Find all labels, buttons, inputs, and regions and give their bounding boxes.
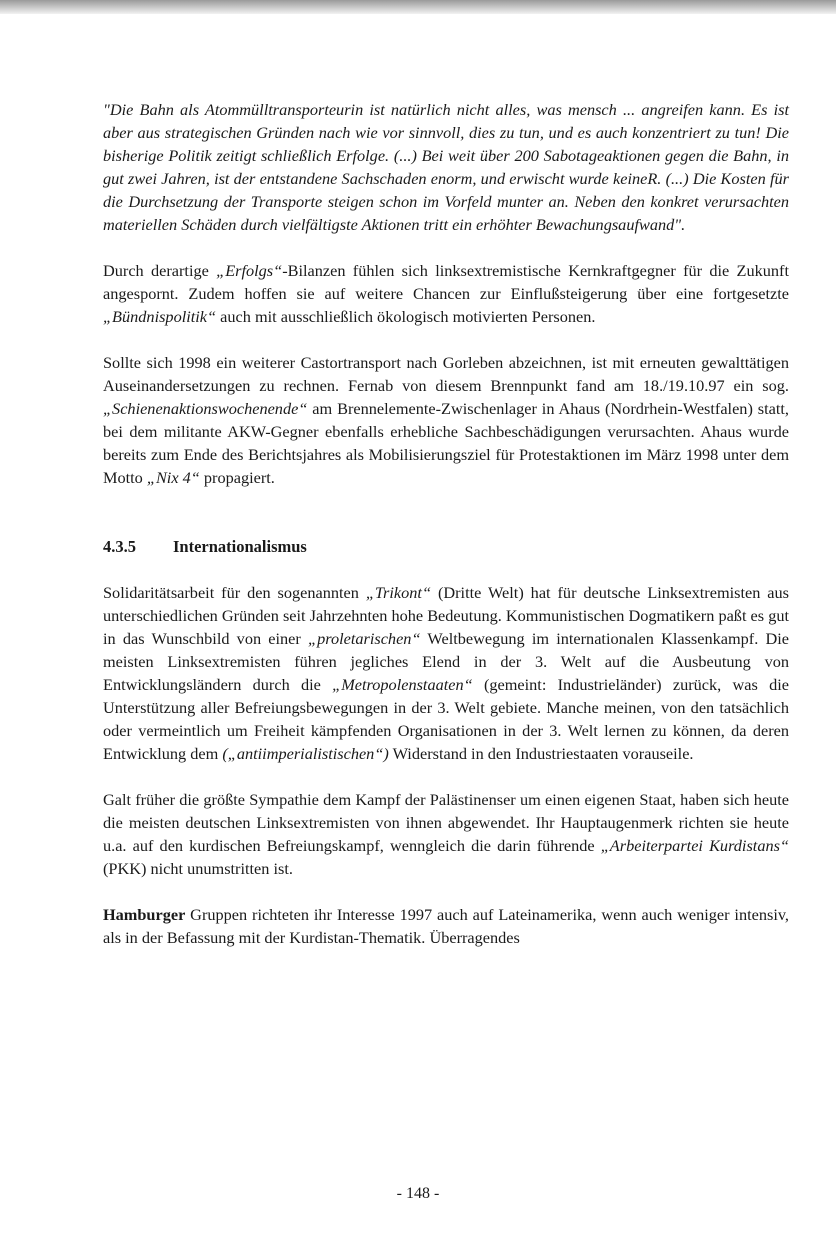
paragraph-trikont: Solidaritätsarbeit für den sogenannten „Trikont“ (Dritte Welt) hat für deutsche Linksextremisten aus unterschiedlichen Gründen seit Jahrzehnten hohe Bedeutung. Kommunistischen Dogmatikern paßt es gut in das Wunschbild von einer „proletarischen“ Weltbewegung im internationalen Klassenkampf. Die meisten Linksextremisten führen jegliches Elend in der 3. Welt auf die Ausbeutung von Entwicklungsländern durch die „Metropolenstaaten“ (gemeint: Industrieländer) zurück, was die Unterstützung aller Befreiungsbewegungen in der 3. Welt gebiete. Manche meinen, von den tatsächlich oder vermeintlich um Freiheit kämpfenden Organisationen in der 3. Welt lernen zu können, da deren Entwicklung dem („antiimperialistischen“) Widerstand in den Industriestaaten vorauseile. — [103, 583, 790, 763]
page-body — [103, 98, 789, 949]
paragraph-palaestina: Galt früher die größte Sympathie dem Kampf der Palästinenser um einen eigenen Staat, haben sich heute die meisten deutschen Linksextremisten von ihnen abgewendet. Ihr Hauptaugenmerk richten sie heute u.a. auf den kurdischen Befreiungskampf, wenngleich die darin führende „Arbeiterpartei Kurdistans“ (PKK) nicht unumstritten ist. — [103, 790, 789, 878]
term-schienenaktion: „Schienenaktionswochenende“ — [103, 399, 308, 418]
page-number: - 148 - — [396, 1185, 440, 1202]
scan-edge — [0, 0, 836, 14]
paragraph-hamburg: Hamburger Gruppen richteten ihr Interesse 1997 auch auf Lateinamerika, wenn auch weniger intensiv, als in der Befassung mit der Kurdistan-Thematik. Überragendes — [103, 905, 789, 947]
term-trikont: „Trikont“ — [365, 583, 432, 602]
term-metropolenstaaten: „Metropolenstaaten“ — [332, 675, 473, 694]
term-nix4: „Nix 4“ — [146, 468, 200, 487]
section-title: Internationalismus — [173, 537, 307, 556]
section-heading — [103, 535, 789, 558]
paragraph-castor: Sollte sich 1998 ein weiterer Castortransport nach Gorleben abzeichnen, ist mit erneuten gewalttätigen Auseinandersetzungen zu rechnen. Fernab von diesem Brennpunkt fand am 18./19.10.97 ein sog. „Schienenaktionswochenende“ am Brennelemente-Zwischenlager in Ahaus (Nordrhein-Westfalen) statt, bei dem militante AKW-Gegner ebenfalls erhebliche Sachbeschädigungen verursachten. Ahaus wurde bereits zum Ende des Berichtsjahres als Mobilisierungsziel für Protestaktionen im März 1998 unter dem Motto „Nix 4“ propagiert. — [103, 353, 789, 487]
quote-paragraph: "Die Bahn als Atommülltransporteurin ist natürlich nicht alles, was mensch ... angreifen kann. Es ist aber aus strategischen Gründen nach wie vor sinnvoll, dies zu tun, und es auch konzentriert zu tun! Die bisherige Politik zeitigt schließlich Erfolge. (...) Bei weit über 200 Sabotageaktionen gegen die Bahn, in gut zwei Jahren, ist der entstandene Sachschaden enorm, und erwischt wurde keineR. (...) Die Kosten für die Durchsetzung der Transporte steigen schon im Vorfeld munter an. Neben den konkret verursachten materiellen Schäden durch vielfältigste Aktionen tritt ein erhöhter Bewachungsaufwand". — [103, 100, 789, 234]
term-proletarisch: „proletarischen“ — [308, 629, 421, 648]
term-pkk: „Arbeiterpartei Kurdistans“ — [600, 836, 789, 855]
section-number: 4.3.5 — [103, 537, 136, 556]
paragraph-erfolgs: Durch derartige „Erfolgs“-Bilanzen fühlen sich linksextremistische Kernkraftgegner für die Zukunft angespornt. Zudem hoffen sie auf weitere Chancen zur Einflußsteigerung über eine fortgesetzte „Bündnispolitik“ auch mit ausschließlich ökologisch motivierten Personen. — [103, 261, 789, 326]
term-erfolgs: „Erfolgs“ — [216, 261, 283, 280]
term-antiimperialistisch: („antiimperialistischen“) — [222, 744, 389, 763]
term-buendnispolitik: „Bündnispolitik“ — [103, 307, 217, 326]
term-hamburger: Hamburger — [103, 905, 186, 924]
